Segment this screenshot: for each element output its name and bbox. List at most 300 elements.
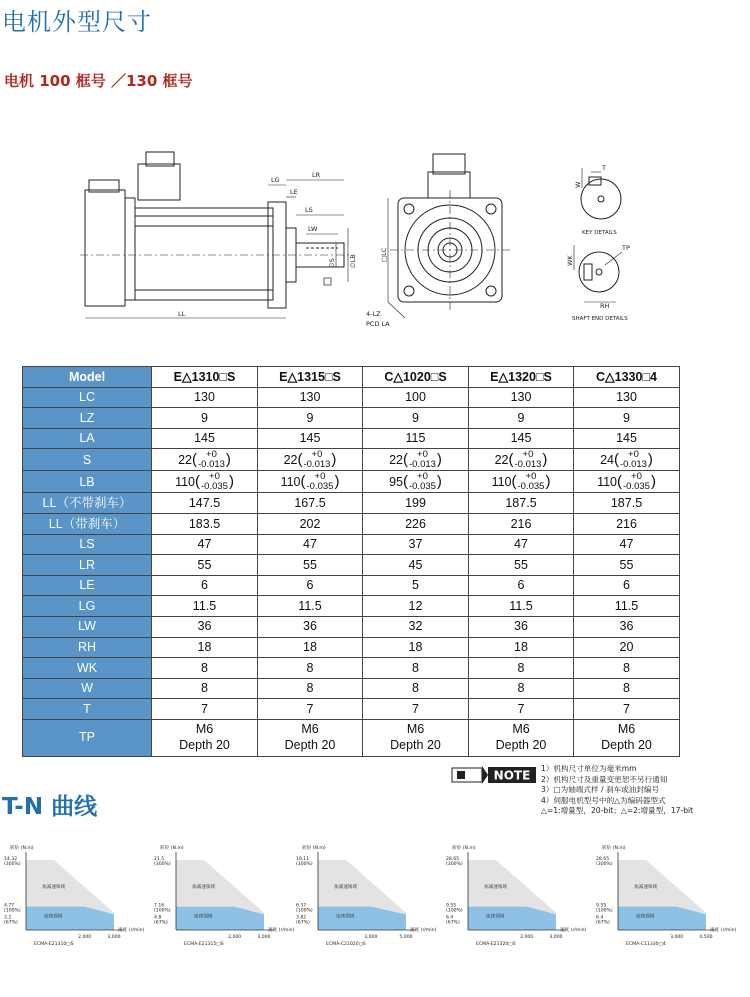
x-axis-label: 速度 (r/min) xyxy=(710,928,737,933)
value-cell xyxy=(152,449,258,471)
value-cell: 216 xyxy=(469,513,574,534)
paren: ) xyxy=(334,473,340,491)
nominal-value: 22 xyxy=(389,452,403,467)
y-tick-value: 19.11 xyxy=(296,857,310,862)
table-row xyxy=(23,428,680,449)
tolerance-stack xyxy=(514,450,541,469)
nominal-value: 110 xyxy=(175,474,195,489)
value-cell: 6 xyxy=(152,575,258,596)
value-cell: 32 xyxy=(363,616,469,637)
paren: ) xyxy=(647,451,653,469)
value-cell: 55 xyxy=(152,555,258,576)
table-header-row xyxy=(23,367,680,388)
tolerance-upper: +0 xyxy=(206,449,217,461)
paren: ( xyxy=(402,473,408,491)
dim-ls-label: LS xyxy=(305,206,313,214)
paren: ) xyxy=(228,473,234,491)
y-tick-percent: (100%) xyxy=(154,908,171,914)
value-cell xyxy=(363,471,469,493)
side-view xyxy=(80,152,350,318)
table-row xyxy=(23,449,680,471)
value-cell: 6 xyxy=(258,575,363,596)
table-row xyxy=(23,408,680,429)
x-tick-label: 2,000 xyxy=(228,935,242,940)
value-cell: 130 xyxy=(574,387,680,408)
tolerance-value xyxy=(178,450,231,469)
value-cell: M6 Depth 20 xyxy=(574,719,680,756)
model-header-cell: C△1330□4 xyxy=(574,367,680,388)
tn-chart xyxy=(4,838,154,958)
model-header-cell: E△1315□S xyxy=(258,367,363,388)
tolerance-value xyxy=(492,472,551,491)
table-row xyxy=(23,555,680,576)
table-row xyxy=(23,719,680,756)
shaft-end-details-caption: SHAFT END DETAILS xyxy=(572,316,628,322)
y-tick-percent: (67%) xyxy=(154,920,168,926)
row-label-cell: LG xyxy=(23,596,152,617)
tolerance-lower: -0.013 xyxy=(514,458,542,470)
y-tick-percent: (300%) xyxy=(154,862,171,867)
note-line: 4）伺服电机型号中的△为编码器型式 xyxy=(541,795,666,805)
value-cell: 145 xyxy=(574,428,680,449)
tolerance-value xyxy=(389,450,442,469)
value-cell: 20 xyxy=(574,637,680,658)
dim-s-label: ∅S xyxy=(328,258,336,268)
nominal-value: 110 xyxy=(280,474,301,489)
table-row xyxy=(23,616,680,637)
tolerance-lower: -0.013 xyxy=(303,458,331,470)
row-label-cell: WK xyxy=(23,658,152,679)
value-cell: 36 xyxy=(258,616,363,637)
dim-rh-label: RH xyxy=(600,302,610,310)
value-cell: 18 xyxy=(469,637,574,658)
nominal-value: 22 xyxy=(283,452,298,467)
dim-pcd-label: PCD LA xyxy=(366,320,390,328)
chart-model-label: ECMA-E21320□S xyxy=(476,942,516,947)
tolerance-lower: -0.013 xyxy=(619,458,647,470)
value-cell: 55 xyxy=(574,555,680,576)
y-tick-value: 4.77 xyxy=(4,903,15,909)
value-cell: 8 xyxy=(363,678,469,699)
y-tick-value: 28.65 xyxy=(596,857,610,862)
tolerance-value xyxy=(600,450,653,469)
continuous-region-label: 连续领域 xyxy=(486,914,505,920)
y-tick-value: 6.37 xyxy=(296,903,307,909)
value-cell: 8 xyxy=(469,678,574,699)
table-row xyxy=(23,699,680,720)
accel-region-label: 加减速领域 xyxy=(484,885,507,890)
y-tick-value: 9.55 xyxy=(596,903,607,909)
value-cell: 8 xyxy=(574,678,680,699)
paren: ( xyxy=(511,473,517,491)
row-label-cell: S xyxy=(23,449,152,471)
y-tick-value: 14.32 xyxy=(4,857,18,862)
paren: ) xyxy=(436,451,442,469)
value-cell: 36 xyxy=(574,616,680,637)
tolerance-upper: +0 xyxy=(631,471,642,483)
value-cell: 5 xyxy=(363,575,469,596)
x-axis-label: 速度 (r/min) xyxy=(410,928,437,933)
dim-ll-label: LL xyxy=(178,310,186,318)
value-cell: 9 xyxy=(363,408,469,429)
dimension-spec-table xyxy=(22,366,680,757)
y-axis-label: 转矩 (N.m) xyxy=(10,846,34,851)
value-cell: 12 xyxy=(363,596,469,617)
value-cell: M6 Depth 20 xyxy=(363,719,469,756)
value-cell: 145 xyxy=(469,428,574,449)
value-cell: 7 xyxy=(574,699,680,720)
value-cell: 8 xyxy=(363,658,469,679)
x-tick-label: 2,000 xyxy=(78,935,92,940)
value-cell: 145 xyxy=(258,428,363,449)
dim-tp-label: TP xyxy=(622,244,630,252)
accel-region-label: 加减速领域 xyxy=(42,885,65,890)
value-cell: 8 xyxy=(152,678,258,699)
value-cell xyxy=(258,471,363,493)
value-cell: 199 xyxy=(363,493,469,514)
note-badge xyxy=(451,765,537,785)
y-axis-label: 转矩 (N.m) xyxy=(302,846,326,851)
tolerance-upper: +0 xyxy=(628,449,639,461)
row-label-cell: T xyxy=(23,699,152,720)
tolerance-upper: +0 xyxy=(209,471,220,483)
tolerance-upper: +0 xyxy=(525,471,537,483)
row-label-cell: LC xyxy=(23,387,152,408)
x-tick-label: 2,000 xyxy=(520,935,534,940)
row-label-cell: LL（带刹车） xyxy=(23,513,152,534)
table-row xyxy=(23,658,680,679)
tolerance-stack xyxy=(518,472,545,491)
y-tick-percent: (300%) xyxy=(596,862,613,867)
row-label-cell: LZ xyxy=(23,408,152,429)
value-cell xyxy=(363,449,469,471)
row-label-cell: LL（不带刹车） xyxy=(23,493,152,514)
value-cell: 7 xyxy=(258,699,363,720)
tn-chart xyxy=(154,838,307,958)
value-cell: 130 xyxy=(469,387,574,408)
tolerance-stack xyxy=(307,472,334,491)
nominal-value: 110 xyxy=(491,474,512,489)
value-cell: 8 xyxy=(574,658,680,679)
paren: ) xyxy=(225,451,231,469)
x-tick-label: 5,000 xyxy=(399,935,413,940)
value-cell: 130 xyxy=(258,387,363,408)
dim-holes-label: 4-LZ xyxy=(366,310,381,318)
value-cell: 11.5 xyxy=(152,596,258,617)
dim-lw-label: LW xyxy=(308,225,318,233)
shaft-end-details-view xyxy=(574,245,622,302)
table-row xyxy=(23,596,680,617)
value-cell: 11.5 xyxy=(574,596,680,617)
tolerance-upper: +0 xyxy=(311,449,323,461)
y-tick-percent: (100%) xyxy=(596,908,613,914)
value-cell: M6 Depth 20 xyxy=(152,719,258,756)
y-tick-value: 3.82 xyxy=(296,915,307,921)
y-tick-percent: (67%) xyxy=(446,920,460,926)
tolerance-lower: -0.013 xyxy=(408,458,436,470)
value-cell xyxy=(574,449,680,471)
nominal-value: 22 xyxy=(178,452,192,467)
continuous-region-label: 连续领域 xyxy=(44,914,63,920)
nominal-value: 24 xyxy=(600,452,614,467)
chart-model-label: ECMA-C11330□4 xyxy=(626,942,666,947)
y-tick-percent: (100%) xyxy=(296,908,313,914)
value-cell xyxy=(258,449,363,471)
value-cell: 145 xyxy=(152,428,258,449)
tolerance-stack xyxy=(409,472,436,491)
value-cell: 9 xyxy=(258,408,363,429)
chart-model-label: ECMA-C21020□S xyxy=(326,942,366,947)
dim-lg-label: LG xyxy=(271,176,280,184)
row-label-cell: LB xyxy=(23,471,152,493)
model-header-cell: E△1320□S xyxy=(469,367,574,388)
value-cell: 8 xyxy=(469,658,574,679)
value-cell: 45 xyxy=(363,555,469,576)
dim-t-label: T xyxy=(602,164,606,172)
tn-chart xyxy=(296,838,446,958)
value-cell: 7 xyxy=(152,699,258,720)
x-tick-label: 3,000 xyxy=(549,935,563,940)
tolerance-stack xyxy=(409,450,436,469)
paren: ( xyxy=(402,451,408,469)
value-cell: 55 xyxy=(469,555,574,576)
tn-section-title: T-N 曲线 xyxy=(2,794,98,820)
y-tick-value: 6.4 xyxy=(596,915,604,921)
dim-le-label: LE xyxy=(290,188,298,196)
paren: ) xyxy=(331,451,337,469)
tolerance-stack xyxy=(303,450,330,469)
value-cell: 47 xyxy=(574,534,680,555)
value-cell: 9 xyxy=(469,408,574,429)
x-tick-label: 4,500 xyxy=(699,935,713,940)
y-tick-percent: (67%) xyxy=(4,920,18,926)
y-tick-value: 9.55 xyxy=(446,903,457,909)
tolerance-value xyxy=(281,472,340,491)
y-tick-value: 21.5 xyxy=(154,857,165,862)
table-row xyxy=(23,471,680,493)
tolerance-stack xyxy=(620,450,647,469)
motor-body xyxy=(135,208,273,300)
y-tick-value: 6.4 xyxy=(446,915,454,921)
value-cell: 47 xyxy=(469,534,574,555)
chart-model-label: ECMA-E21315□S xyxy=(184,942,224,947)
y-tick-value: 28.65 xyxy=(446,857,460,862)
x-axis-label: 速度 (r/min) xyxy=(268,928,295,933)
value-cell xyxy=(152,471,258,493)
key-details-caption: KEY DETAILS xyxy=(582,230,617,236)
value-cell: 11.5 xyxy=(469,596,574,617)
y-tick-value: 7.16 xyxy=(154,903,165,909)
row-label-cell: LW xyxy=(23,616,152,637)
model-header-cell: E△1310□S xyxy=(152,367,258,388)
continuous-region-label: 连续领域 xyxy=(194,914,213,920)
value-cell: 216 xyxy=(574,513,680,534)
tolerance-upper: +0 xyxy=(417,471,428,483)
tolerance-lower: -0.013 xyxy=(197,458,225,470)
value-cell: 183.5 xyxy=(152,513,258,534)
table-row xyxy=(23,534,680,555)
front-view xyxy=(388,154,510,318)
tolerance-value xyxy=(597,472,656,491)
x-axis-label: 速度 (r/min) xyxy=(118,928,145,933)
tolerance-lower: -0.035 xyxy=(201,480,228,492)
note-line: △=1:增量型，20-bit；△=2:增量型，17-bit xyxy=(541,806,694,816)
row-label-cell: RH xyxy=(23,637,152,658)
row-label-cell: W xyxy=(23,678,152,699)
x-tick-label: 3,000 xyxy=(257,935,271,940)
dim-lb-label: ∅LB xyxy=(349,254,357,268)
page-title: 电机外型尺寸 xyxy=(2,8,152,36)
tn-chart xyxy=(596,838,746,958)
tn-chart xyxy=(446,838,596,958)
row-label-cell: LS xyxy=(23,534,152,555)
paren: ( xyxy=(613,451,619,469)
paren: ) xyxy=(545,473,551,491)
note-lines xyxy=(541,764,693,817)
tolerance-lower: -0.035 xyxy=(306,480,334,492)
value-cell: 9 xyxy=(152,408,258,429)
y-axis-label: 转矩 (N.m) xyxy=(602,846,626,851)
y-axis-label: 转矩 (N.m) xyxy=(160,846,184,851)
value-cell: 187.5 xyxy=(574,493,680,514)
power-connector xyxy=(138,164,180,200)
value-cell: 18 xyxy=(152,637,258,658)
model-header-cell: C△1020□S xyxy=(363,367,469,388)
value-cell: M6 Depth 20 xyxy=(469,719,574,756)
value-cell: 9 xyxy=(574,408,680,429)
y-tick-percent: (300%) xyxy=(4,862,21,867)
x-tick-label: 3,000 xyxy=(364,935,378,940)
y-tick-percent: (67%) xyxy=(296,920,310,926)
chart-model-label: ECMA-E21310□S xyxy=(34,942,74,947)
x-axis-label: 速度 (r/min) xyxy=(560,928,587,933)
tolerance-stack xyxy=(201,472,228,491)
table-row xyxy=(23,387,680,408)
paren: ) xyxy=(650,473,656,491)
value-cell: M6 Depth 20 xyxy=(258,719,363,756)
value-cell: 100 xyxy=(363,387,469,408)
dim-lc-label: □LC xyxy=(380,247,388,262)
accel-region-label: 加减速领域 xyxy=(334,885,357,890)
value-cell: 18 xyxy=(363,637,469,658)
note-label: NOTE xyxy=(493,768,531,783)
paren: ( xyxy=(508,451,514,469)
paren: ( xyxy=(300,473,306,491)
dim-wk-label: WK xyxy=(566,255,574,266)
note-line: 3）□为轴端式样 / 刹车或油封编号 xyxy=(541,785,660,795)
x-tick-label: 3,000 xyxy=(670,935,684,940)
dim-w-label: W xyxy=(574,181,582,188)
paren: ( xyxy=(617,473,622,491)
tolerance-value xyxy=(284,450,337,469)
value-cell xyxy=(469,471,574,493)
tolerance-lower: -0.035 xyxy=(623,480,650,492)
tolerance-value xyxy=(389,472,442,491)
accel-region-label: 加减速领域 xyxy=(634,885,657,890)
tolerance-stack xyxy=(623,472,650,491)
y-axis-label: 转矩 (N.m) xyxy=(452,846,476,851)
paren: ( xyxy=(191,451,197,469)
value-cell: 167.5 xyxy=(258,493,363,514)
key-details-view xyxy=(581,168,621,219)
note-line: 2）机构尺寸及重量变更恕不另行通知 xyxy=(541,774,668,784)
y-tick-percent: (300%) xyxy=(446,862,463,867)
row-label-cell: LR xyxy=(23,555,152,576)
row-label-cell: TP xyxy=(23,719,152,756)
value-cell: 6 xyxy=(574,575,680,596)
paren: ) xyxy=(436,473,442,491)
value-cell: 115 xyxy=(363,428,469,449)
motor-dimension-drawing xyxy=(0,140,750,330)
value-cell: 6 xyxy=(469,575,574,596)
tolerance-value xyxy=(175,472,234,491)
value-cell: 37 xyxy=(363,534,469,555)
value-cell: 11.5 xyxy=(258,596,363,617)
paren: ( xyxy=(297,451,303,469)
value-cell: 36 xyxy=(152,616,258,637)
row-label-cell: LA xyxy=(23,428,152,449)
nominal-value: 22 xyxy=(494,452,509,467)
table-row xyxy=(23,493,680,514)
tolerance-upper: +0 xyxy=(417,449,428,461)
value-cell: 202 xyxy=(258,513,363,534)
value-cell: 226 xyxy=(363,513,469,534)
value-cell: 8 xyxy=(258,678,363,699)
row-label-cell: LE xyxy=(23,575,152,596)
accel-region-label: 加减速领域 xyxy=(192,885,215,890)
nominal-value: 95 xyxy=(389,474,403,489)
table-row xyxy=(23,513,680,534)
value-cell: 130 xyxy=(152,387,258,408)
value-cell: 47 xyxy=(258,534,363,555)
y-tick-percent: (100%) xyxy=(446,908,463,914)
dim-lr-label: LR xyxy=(312,171,321,179)
table-row xyxy=(23,637,680,658)
y-tick-percent: (67%) xyxy=(596,920,610,926)
tolerance-lower: -0.035 xyxy=(408,480,436,492)
nominal-value: 110 xyxy=(597,474,617,489)
tolerance-value xyxy=(495,450,548,469)
value-cell xyxy=(574,471,680,493)
value-cell: 47 xyxy=(152,534,258,555)
y-tick-value: 4.8 xyxy=(154,915,162,921)
continuous-region-label: 连续领域 xyxy=(336,914,355,920)
table-row xyxy=(23,678,680,699)
x-tick-label: 3,000 xyxy=(107,935,121,940)
y-tick-percent: (100%) xyxy=(4,908,21,914)
value-cell: 147.5 xyxy=(152,493,258,514)
value-cell: 187.5 xyxy=(469,493,574,514)
value-cell: 8 xyxy=(258,658,363,679)
value-cell: 36 xyxy=(469,616,574,637)
tolerance-upper: +0 xyxy=(522,449,534,461)
paren: ( xyxy=(195,473,200,491)
encoder-cover xyxy=(85,190,125,306)
value-cell xyxy=(469,449,574,471)
y-tick-percent: (300%) xyxy=(296,862,313,867)
continuous-region-label: 连续领域 xyxy=(636,914,655,920)
page-subtitle: 电机 100 框号 ／130 框号 xyxy=(4,72,193,90)
tolerance-upper: +0 xyxy=(314,471,326,483)
value-cell: 18 xyxy=(258,637,363,658)
tolerance-lower: -0.035 xyxy=(517,480,545,492)
paren: ) xyxy=(542,451,548,469)
value-cell: 7 xyxy=(363,699,469,720)
header-cell: Model xyxy=(23,367,152,388)
note-line: 1）机构尺寸单位为毫米mm xyxy=(541,764,637,773)
value-cell: 55 xyxy=(258,555,363,576)
table-row xyxy=(23,575,680,596)
